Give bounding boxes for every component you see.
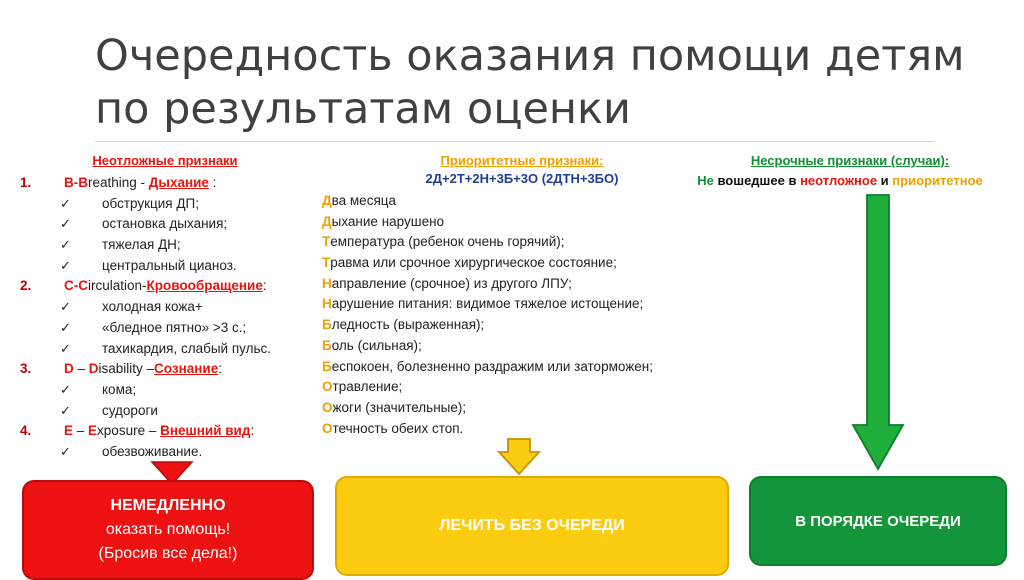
sign-initial: О — [322, 420, 333, 436]
group-initial: E — [88, 423, 98, 439]
group-title — [64, 421, 254, 442]
sign-text: арушение питания: видимое тяжелое истощение; — [331, 296, 644, 312]
item-number: 1. — [20, 175, 32, 190]
sign-text: равма или срочное хирургическое состояние; — [330, 255, 617, 271]
group-ru: Кровообращение — [146, 278, 263, 294]
nonurgent-urgent-word: неотложное — [800, 173, 878, 188]
list-item — [322, 191, 653, 212]
queue-order-label: В ПОРЯДКЕ ОЧЕРЕДИ — [795, 512, 961, 530]
sign-initial: Т — [322, 234, 331, 250]
checkmark-icon: ✓ — [60, 299, 71, 315]
sign-text: ледность (выраженная); — [331, 317, 485, 333]
nonurgent-mid: вошедшее в — [713, 173, 801, 188]
checkmark-icon: ✓ — [60, 257, 71, 273]
immediate-help-box — [22, 480, 314, 580]
item-number: 2. — [20, 278, 32, 294]
sign-text: остановка дыхания; — [102, 216, 228, 232]
priority-signs-list — [322, 191, 653, 439]
group-dash: – — [73, 361, 89, 377]
group-ru: Сознание — [154, 361, 219, 377]
list-item — [322, 315, 653, 336]
list-item — [322, 253, 653, 274]
group-initial: C — [78, 278, 88, 294]
list-item — [322, 398, 653, 419]
sign-text: холодная кожа+ — [102, 299, 203, 315]
slide-title — [95, 30, 975, 136]
group-en: irculation- — [88, 278, 147, 294]
checkmark-icon: ✓ — [60, 402, 71, 418]
checkmark-icon: ✓ — [60, 443, 71, 459]
group-tail: : — [262, 278, 267, 294]
sign-text: ыхание нарушено — [331, 213, 445, 229]
list-item — [322, 419, 653, 440]
list-item — [322, 357, 653, 378]
sign-text: кома; — [102, 381, 137, 397]
group-code: B- — [64, 175, 79, 190]
sign-text: тахикардия, слабый пульс. — [102, 340, 272, 356]
sign-initial: Д — [322, 193, 332, 208]
group-initial: B — [78, 175, 88, 190]
immediate-line-3: (Бросив все дела!) — [98, 545, 238, 562]
sign-initial: О — [322, 399, 333, 415]
group-title — [64, 173, 216, 194]
group-en: reathing - — [88, 175, 149, 190]
queue-order-box — [749, 476, 1007, 566]
checkmark-icon: ✓ — [60, 340, 71, 356]
checkmark-icon: ✓ — [60, 381, 71, 397]
checkmark-icon: ✓ — [60, 216, 71, 232]
group-code: E — [64, 423, 74, 439]
down-arrow-icon — [497, 438, 541, 476]
priority-formula: 2Д+2Т+2Н+3Б+3О (2ДТН+3БО) — [425, 171, 619, 186]
group-code: C- — [64, 278, 79, 294]
sign-text: оль (сильная); — [331, 337, 422, 353]
down-arrow-icon — [850, 193, 906, 471]
checkmark-icon: ✓ — [60, 195, 71, 211]
priority-treatment-label: ЛЕЧИТЬ БЕЗ ОЧЕРЕДИ — [439, 517, 625, 534]
sign-text: обструкция ДП; — [102, 195, 199, 211]
nonurgent-priority-word: приоритетное — [892, 173, 983, 188]
list-item — [322, 336, 653, 357]
sign-text: тяжелая ДН; — [102, 237, 181, 253]
sign-text: аправление (срочное) из другого ЛПУ; — [331, 275, 572, 291]
checkmark-icon: ✓ — [60, 319, 71, 335]
sign-initial: Б — [322, 317, 332, 333]
sign-text: обезвоживание. — [102, 443, 203, 459]
list-item — [322, 232, 653, 253]
immediate-title: НЕМЕДЛЕННО — [110, 497, 226, 514]
group-tail: : — [250, 423, 255, 439]
title-line-1: Очередность оказания помощи детям — [95, 31, 965, 81]
nonurgent-ne: Не — [697, 173, 714, 188]
sign-initial: Д — [322, 213, 332, 229]
group-initial: D — [88, 361, 99, 377]
priority-treatment-box — [335, 476, 729, 576]
group-ru: Внешний вид — [160, 423, 251, 439]
sign-text: судороги — [102, 402, 158, 418]
sign-initial: Н — [322, 275, 332, 291]
list-item — [322, 377, 653, 398]
sign-initial: Б — [322, 358, 332, 374]
sign-initial: Н — [322, 296, 332, 312]
sign-text: «бледное пятно» >3 с.; — [102, 319, 247, 335]
sign-text: жоги (значительные); — [332, 399, 467, 415]
item-number: 4. — [20, 423, 32, 439]
sign-initial: Б — [322, 337, 332, 353]
group-en: isability – — [98, 361, 155, 377]
group-tail: : — [218, 361, 222, 377]
group-dash: – — [73, 423, 89, 439]
nonurgent-subheader — [650, 172, 1024, 189]
urgent-header: Неотложные признаки — [92, 153, 238, 168]
nonurgent-and: и — [877, 173, 893, 188]
sign-text: течность обеих стоп. — [332, 420, 464, 436]
list-item — [322, 212, 653, 233]
sign-initial: Т — [322, 255, 331, 271]
checkmark-icon: ✓ — [60, 237, 71, 253]
title-line-2: по результатам оценки — [95, 84, 631, 134]
sign-text: емпература (ребенок очень горячий); — [330, 234, 565, 250]
list-item — [322, 274, 653, 295]
sign-text: травление; — [332, 379, 403, 395]
group-en: xposure – — [97, 423, 161, 439]
title-divider — [95, 141, 934, 142]
priority-header: Приоритетные признаки: — [440, 153, 604, 168]
sign-initial: О — [322, 379, 333, 395]
nonurgent-header: Несрочные признаки (случаи): — [750, 153, 950, 168]
group-tail: : — [208, 175, 217, 190]
group-code: D — [64, 361, 74, 377]
list-item — [322, 294, 653, 315]
group-title — [64, 359, 222, 380]
item-number: 3. — [20, 361, 32, 377]
group-ru: Дыхание — [148, 175, 209, 190]
sign-text: центральный цианоз. — [102, 257, 237, 273]
sign-text: ва месяца — [331, 193, 396, 208]
sign-text: еспокоен, болезненно раздражим или заторможен; — [331, 358, 653, 374]
group-title — [64, 276, 267, 297]
immediate-line-2: оказать помощь! — [105, 521, 231, 538]
